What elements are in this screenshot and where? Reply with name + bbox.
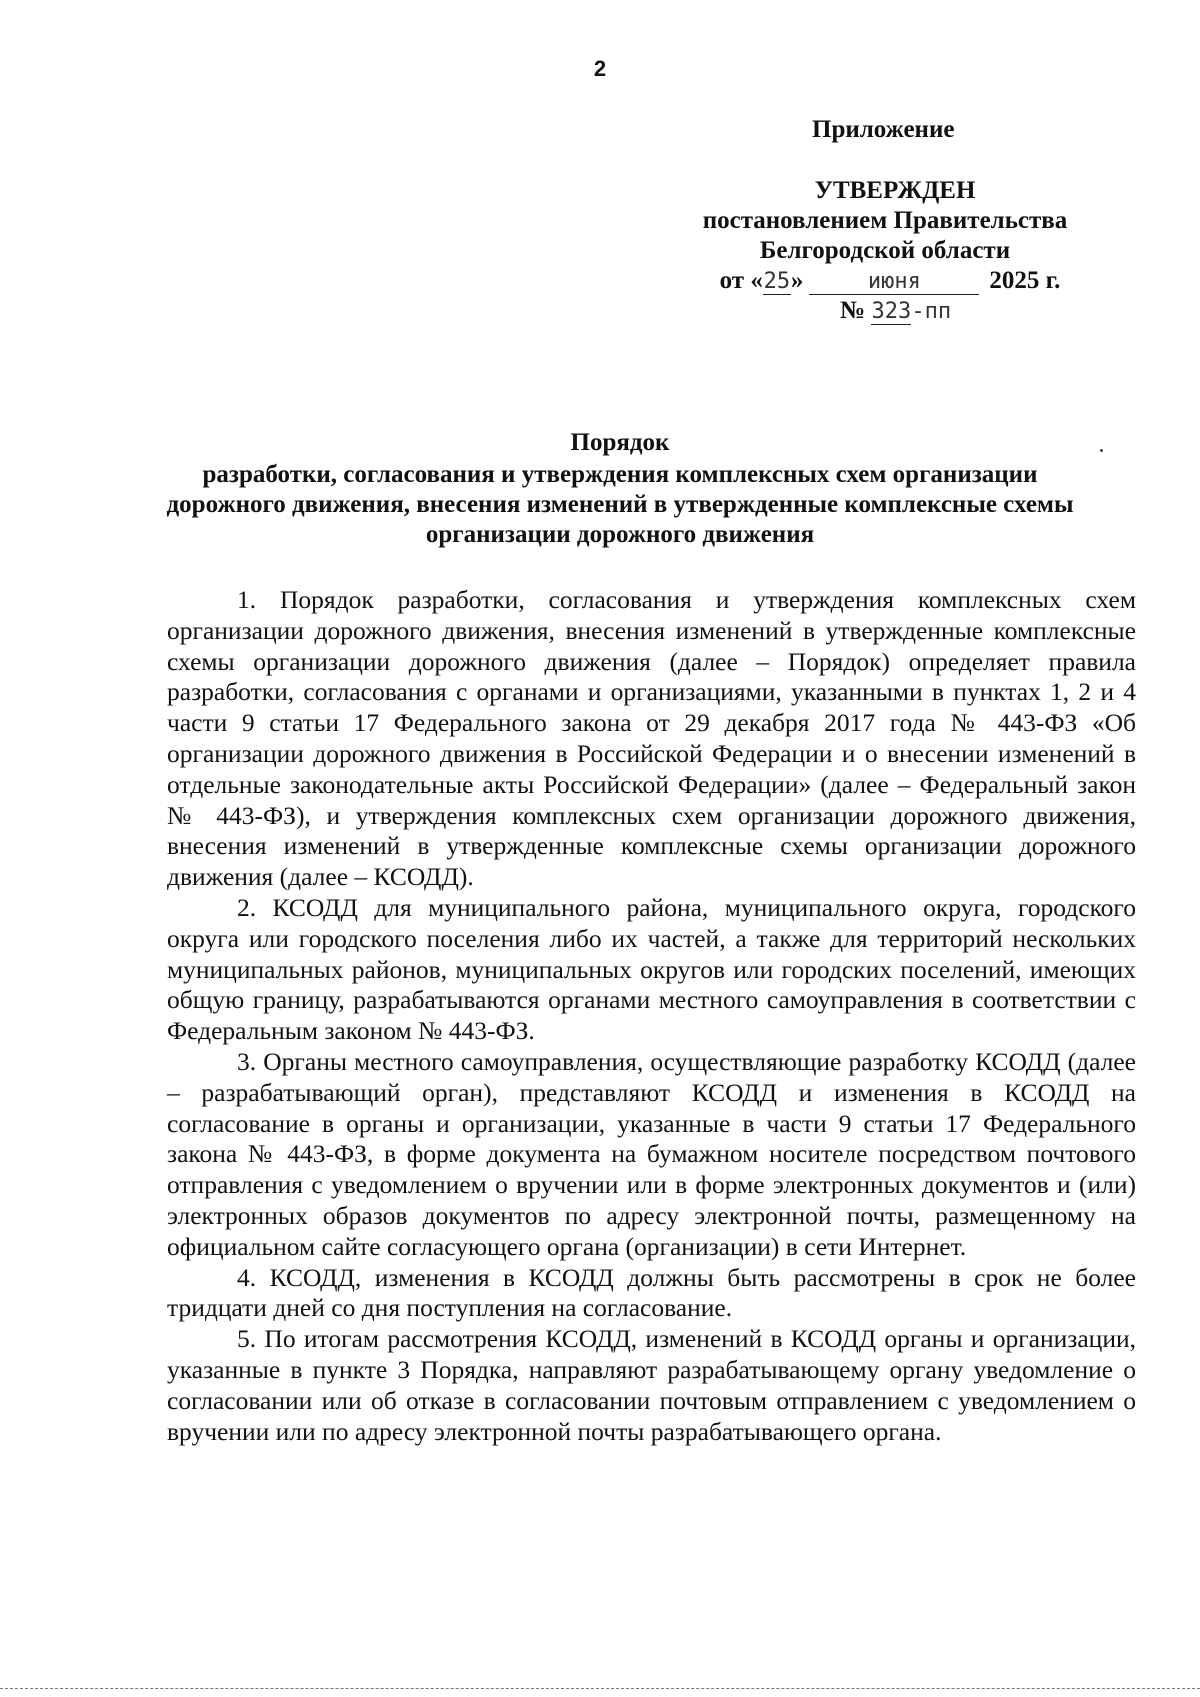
appendix-label: Приложение (812, 116, 955, 143)
paragraph-5: 5. По итогам рассмотрения КСОДД, изменений в КСОДД органы и организации, указанные в пункте 3 Порядка, направляют разрабатывающему органу уведомление о согласовании или об отказе в согласовании почтовым отправлением с уведомлением о вручении или по адресу электронной почты разрабатывающего органа. (167, 1324, 1136, 1446)
paragraph-4: 4. КСОДД, изменения в КСОДД должны быть рассмотрены в срок не более тридцати дней со дня поступления на согласование. (167, 1262, 1136, 1323)
title-subtitle: разработки, согласования и утверждения комплексных схем организации дорожного движения, внесения изменений в утвержденные комплексные схемы организации дорожного движения (166, 461, 1074, 548)
paragraph-1: 1. Порядок разработки, согласования и утверждения комплексных схем организации дорожного движения, внесения изменений в утвержденные комплексные схемы организации дорожного движения (далее – Порядок) определяет правила разработки, согласования с органами и организациями, указанными в пунктах 1, 2 и 4 части 9 статьи 17 Федерального закона от 29 декабря 2017 года № 443-ФЗ «Об организации дорожного движения в Российской Федерации и о внесении изменений в отдельные законодательные акты Российской Федерации» (далее – Федеральный закон № 443-ФЗ), и утверждения комплексных схем организации дорожного движения, внесения изменений в утвержденные комплексные схемы организации дорожного движения (далее – КСОДД). (167, 585, 1136, 892)
paragraph-3: 3. Органы местного самоуправления, осуществляющие разработку КСОДД (далее – разрабатывающий орган), представляют КСОДД и изменения в КСОДД на согласование в органы и организации, указанные в части 9 статьи 17 Федерального закона № 443-ФЗ, в форме документа на бумажном носителе посредством почтового отправления с уведомлением о вручении или в форме электронных документов и (или) электронных образов документов по адресу электронной почты, размещенному на официальном сайте согласующего органа (организации) в сети Интернет. (167, 1046, 1136, 1261)
date-year: 2025 г. (989, 267, 1061, 294)
page-bottom-edge (0, 1688, 1200, 1689)
approval-region: Белгородской области (759, 237, 1011, 264)
page-number: 2 (593, 56, 607, 81)
number-prefix: № (840, 297, 866, 324)
title-heading: Порядок (570, 429, 670, 456)
document-body (167, 585, 1136, 1447)
number-suffix: -пп (911, 299, 952, 324)
paragraph-2: 2. КСОДД для муниципального района, муниципального округа, городского округа или городского поселения либо их частей, а также для территорий нескольких муниципальных районов, муниципальных округов или городских поселений, имеющих общую границу, разрабатываются органами местного самоуправления в соответствии с Федеральным законом № 443-ФЗ. (167, 892, 1136, 1046)
approval-date (640, 266, 1130, 296)
date-day: 25 (763, 269, 791, 294)
date-month: июня (809, 270, 979, 295)
approval-title: УТВЕРЖДЕН (814, 177, 976, 204)
date-prefix: от « (719, 267, 763, 294)
document-title (160, 428, 1080, 550)
approval-block (640, 176, 1130, 327)
number-value: 323 (871, 299, 912, 324)
approval-issuer: постановлением Правительства (702, 207, 1068, 234)
approval-number (640, 296, 1130, 327)
date-mid: » (790, 267, 804, 294)
scan-speck (1100, 449, 1103, 452)
